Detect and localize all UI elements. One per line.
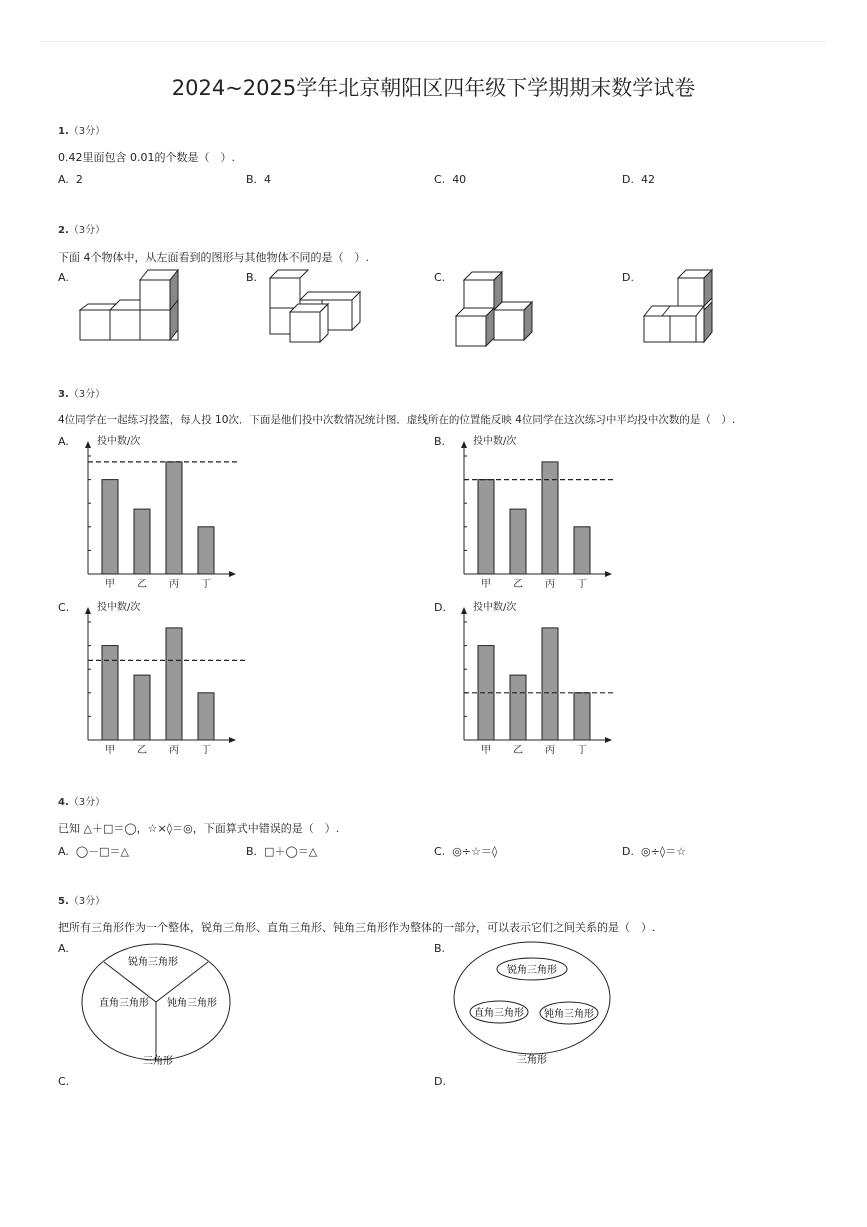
question-score: （3分） [68,389,106,400]
x-tick-label: 丙 [169,745,179,756]
bar-chart-c [80,598,250,758]
q1-option-b[interactable] [246,173,271,186]
q5-option-b[interactable]: B. [434,942,446,955]
question-2-stem: 下面 4个物体中，从左面看到的图形与其他物体不同的是（ ）. [58,251,369,264]
x-tick-label: 乙 [513,579,523,590]
q1-option-d[interactable] [622,173,655,186]
x-tick-label: 甲 [481,579,491,590]
q2-option-a[interactable]: A. [58,271,69,284]
x-tick-label: 甲 [105,579,115,590]
option-letter: B. [246,173,258,186]
question-number: 3. [58,389,69,400]
option-text: 2 [75,173,83,186]
cube-figure-c [454,268,564,358]
q2-option-b[interactable]: B. [246,271,258,284]
option-letter: D. [622,173,634,186]
x-tick-label: 丁 [577,745,587,756]
part-label: 钝角三角形 [167,998,217,1009]
y-axis-label: 投中数/次 [473,436,517,447]
y-axis-label: 投中数/次 [97,436,141,447]
part-label: 钝角三角形 [544,1009,594,1020]
option-letter: C. [434,845,446,858]
bar [542,628,558,740]
x-tick-label: 乙 [513,745,523,756]
x-tick-label: 乙 [137,745,147,756]
question-number: 5. [58,896,69,907]
x-tick-label: 丁 [201,745,211,756]
option-text: 42 [640,173,655,186]
q2-option-c[interactable]: C. [434,271,446,284]
q4-option-a[interactable] [58,843,129,859]
bar [574,527,590,574]
y-axis-arrow [461,441,467,448]
whole-label: 三角形 [517,1055,547,1066]
question-number: 4. [58,797,69,808]
bar [542,462,558,574]
cube-figure-b [266,268,376,348]
question-score: （3分） [68,896,106,907]
x-tick-label: 丁 [577,579,587,590]
set-diagram-b [452,940,622,1070]
question-2-header [58,221,105,236]
q5-option-a[interactable]: A. [58,942,69,955]
y-axis-label: 投中数/次 [97,602,141,613]
bar [510,675,526,740]
y-axis-label: 投中数/次 [473,602,517,613]
x-tick-label: 丙 [169,579,179,590]
bar [134,509,150,574]
question-number: 2. [58,225,69,236]
option-letter: A. [58,173,69,186]
x-tick-label: 甲 [105,745,115,756]
option-letter: B. [246,845,258,858]
x-tick-label: 丙 [545,579,555,590]
part-label: 锐角三角形 [128,957,178,968]
question-4-header [58,793,105,808]
bar-chart-d [456,598,626,758]
question-score: （3分） [68,126,106,137]
x-axis-arrow [605,571,612,577]
bar-chart-b [456,432,626,592]
bar [478,480,494,574]
q1-option-a[interactable] [58,173,83,186]
option-letter: D. [622,845,634,858]
question-5-stem: 把所有三角形作为一个整体，锐角三角形、直角三角形、钝角三角形作为整体的一部分，可以表示它们之间关系的是（ ）. [58,921,656,934]
bar [166,462,182,574]
q5-option-c[interactable]: C. [58,1075,70,1088]
q4-option-b[interactable] [246,843,317,859]
page-title: 2024~2025学年北京朝阳区四年级下学期期末数学试卷 [171,76,696,100]
top-divider [40,41,827,42]
option-text: ◎÷☆＝◊ [452,845,498,858]
x-tick-label: 甲 [481,745,491,756]
q3-option-b[interactable]: B. [434,435,446,448]
question-1-header [58,122,105,137]
option-letter: A. [58,845,69,858]
bar [574,693,590,740]
x-tick-label: 丁 [201,579,211,590]
question-score: （3分） [68,797,106,808]
part-label: 直角三角形 [99,998,149,1009]
option-text: 40 [452,173,467,186]
part-label: 锐角三角形 [507,965,557,976]
x-axis-arrow [229,571,236,577]
q4-option-d[interactable] [622,843,686,859]
x-axis-arrow [229,737,236,743]
option-text: ◯－□＝△ [75,845,129,858]
bar [166,628,182,740]
x-axis-arrow [605,737,612,743]
question-3-header [58,385,105,400]
set-diagram-a [80,940,240,1070]
question-1-stem: 0.42里面包含 0.01的个数是（ ）. [58,151,235,164]
bar [134,675,150,740]
y-axis-arrow [85,441,91,448]
bar [198,693,214,740]
q1-option-c[interactable] [434,173,466,186]
q3-option-c[interactable]: C. [58,601,70,614]
bar [510,509,526,574]
part-label: 直角三角形 [474,1008,524,1019]
question-number: 1. [58,126,69,137]
question-4-stem: 已知 △＋□＝◯，☆×◊＝◎，下面算式中错误的是（ ）. [58,822,340,835]
whole-label: 三角形 [143,1056,173,1067]
cube-figure-a [78,268,188,348]
question-score: （3分） [68,225,106,236]
y-axis-arrow [85,607,91,614]
q5-option-d[interactable]: D. [434,1075,446,1088]
bar [198,527,214,574]
y-axis-arrow [461,607,467,614]
option-text: □＋◯＝△ [264,845,318,858]
option-text: 4 [264,173,272,186]
q3-option-a[interactable]: A. [58,435,69,448]
q4-option-c[interactable] [434,843,497,859]
cube-figure-d [642,268,752,348]
bar [102,480,118,574]
x-tick-label: 丙 [545,745,555,756]
option-letter: C. [434,173,446,186]
bar-chart-a [80,432,250,592]
question-5-header [58,892,105,907]
q2-option-d[interactable]: D. [622,271,634,284]
option-text: ◎÷◊＝☆ [640,845,687,858]
question-3-stem: 4位同学在一起练习投篮，每人投 10次．下面是他们投中次数情况统计图．虚线所在的位置能反映 4位同学在这次练习中平均投中次数的是（ ）. [58,414,736,426]
x-tick-label: 乙 [137,579,147,590]
q3-option-d[interactable]: D. [434,601,446,614]
